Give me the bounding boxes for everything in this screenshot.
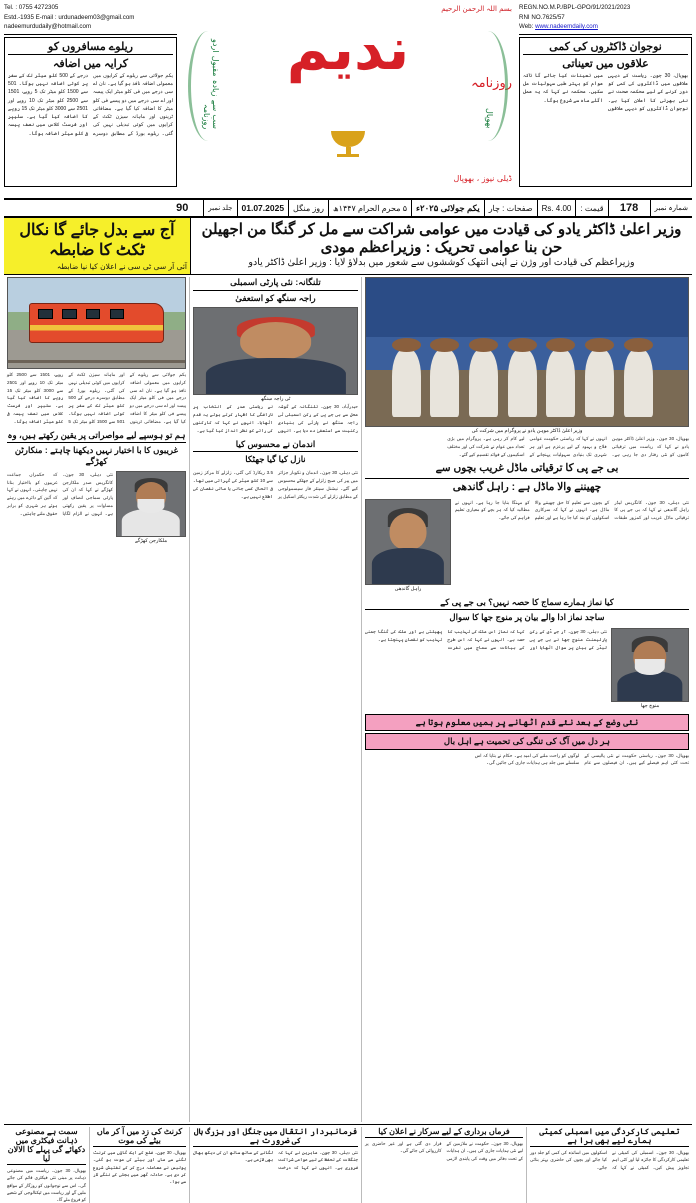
contact-block bbox=[4, 3, 177, 35]
website-line bbox=[519, 22, 692, 32]
issue-number: 178 bbox=[608, 200, 650, 216]
pages-label: صفحات : چار bbox=[484, 200, 537, 216]
issue-info-strip bbox=[4, 199, 692, 218]
regn-number: REGN.NO.M.P./BPL-GPO/91/2021/2023 bbox=[519, 4, 631, 11]
logo-title: ندیم bbox=[286, 15, 410, 83]
hope-title: ہم تو ہوسپے لیے مواصراتی پر یقین رکھتے ہیں، وہ bbox=[7, 430, 186, 444]
article-rahul bbox=[365, 462, 689, 592]
namaz-title: کیا نماز ہمارے سماج کا حصہ نہیں؟ بی جے پی کے bbox=[365, 597, 689, 611]
lead-story-body: یکم جولائی سے ریلوے کے کرایوں میں معمولی اضافہ نافذ ہو گیا ہے۔ نان اے سی درجے میں فی کلو میٹر ایک پیسہ اور اے سی درجے میں دو پیسے فی کلو میٹر کا اضافہ کیا گیا ہے۔ مضافاتی ٹرینوں اور ماہانہ سیزن ٹکٹ کے کرایوں میں کوئی تبدیلی نہیں کی گئی۔ ریلوے بورڈ کے مطابق دوسرے درجے کے 500 کلو میٹر تک کے سفر پر کوئی اضافہ نہیں ہوگا۔ 501 سے 1500 کلو میٹر تک 5 روپے، 1501 سے 2500 کلو میٹر تک 10 روپے اور 2501 سے 3000 کلو میٹر تک 15 روپے کا اضافہ کیا گیا ہے۔ سلیپر اور فرسٹ کلاس میں نصف پیسہ فی کلو میٹر اضافہ ہوگا۔ bbox=[8, 72, 173, 137]
website-link[interactable]: www.nadeemdaily.com bbox=[535, 23, 598, 31]
telangana-body: حیدرآباد، 30 جون۔ تلنگانہ کے گوشہ محل سے بی جے پی کے رکن اسمبلی ٹی راجہ سنگھ نے پارٹی کی بنیادی رکنیت سے استعفیٰ دے دیا ہے۔ انہوں نے ریاستی صدر کے انتخاب پر ناراضگی کا اظہار کرتے ہوئے یہ قدم اٹھایا۔ انہوں نے کہا کہ کارکنوں کی رائے کو نظر انداز کیا گیا ہے۔ bbox=[193, 404, 358, 433]
hope-photo bbox=[116, 471, 186, 537]
masthead bbox=[4, 3, 692, 199]
telangana-title: تلنگانہ: نئی پارٹی اسمبلی bbox=[193, 277, 358, 291]
article-namaz bbox=[365, 597, 689, 710]
hope-body: نئی دہلی، 30 جون۔ کانگریس صدر ملکارجن کھڑگے نے کہا کہ ان کی پارٹی سماجی انصاف اور مساوات پر یقین رکھتی ہے۔ انہوں نے الزام لگایا کہ حکمراں جماعت غریبوں کو بااختیار بنانا نہیں چاہتی۔ انہوں نے کہا کہ آئین کے دائرے میں رہتے ہوئے ہر شہری کو برابر حقوق ملنے چاہئیں۔ bbox=[7, 471, 113, 516]
newspaper-logo bbox=[184, 5, 512, 183]
masthead-center bbox=[180, 3, 516, 183]
namaz-photo bbox=[611, 628, 689, 702]
rahul-title-2: چھیننے والا ماڈل ہے : راہل گاندھی bbox=[452, 480, 602, 493]
weekday: روز منگل bbox=[288, 200, 328, 216]
lead-story-box bbox=[4, 37, 177, 187]
telangana-photo bbox=[193, 307, 358, 395]
rahul-photo bbox=[365, 499, 451, 585]
logo-side-left: سب سے زیادہ مقبول اردو روزنامہ bbox=[202, 39, 220, 129]
main-headline: وزیر اعلیٰ ڈاکٹر یادو کی قیادت میں عوامی شراکت سے مل کر گنگا من اجھیلن حن بنا عوامی تحریک : وزیراعظم مودی bbox=[201, 221, 682, 256]
masthead-right bbox=[516, 3, 692, 187]
article-telangana bbox=[193, 277, 358, 435]
pink-body: بھوپال، 30 جون۔ ریاستی حکومت نے نئی پالیسی کے تحت کئی اہم فیصلے کیے ہیں۔ ان فیصلوں سے عام لوگوں کو راحت ملنے کی امید ہے۔ حکام نے بتایا کہ اس سلسلے میں جلد ہی ہدایات جاری کی جائیں گی۔ bbox=[474, 752, 689, 766]
bottom-4-title: کرنٹ کی زد میں آ کر ماں بیٹے کی موت bbox=[93, 1127, 186, 1147]
contact-tel: Tel. : 0755 4272305 bbox=[4, 4, 59, 11]
train-photo bbox=[7, 277, 186, 369]
logo-subtitle: روزنامہ bbox=[471, 75, 512, 91]
bottom-article-1 bbox=[527, 1127, 692, 1203]
bottom-3-body: نئی دہلی، 30 جون۔ ماہرین نے کہا کہ جنگلات کے تحفظ کے لیے عوامی شراکت ضروری ہے۔ انہوں نے کہا کہ درخت لگانے کے ساتھ ساتھ ان کی دیکھ بھال بھی لازمی ہے۔ bbox=[193, 1150, 358, 1170]
web-label: Web: bbox=[519, 23, 534, 31]
islamic-date: ۵ محرم الحرام ۱۴۴۷ھ bbox=[328, 200, 411, 216]
registration-block bbox=[519, 3, 692, 35]
trophy-cup-icon bbox=[327, 131, 369, 161]
namaz-title-2: ساجد نماز ادا والے بیان پر منوج جھا کا سوال bbox=[449, 612, 605, 623]
masthead-left bbox=[4, 3, 180, 187]
article-ticket-rule bbox=[7, 277, 186, 426]
namaz-body: نئی دہلی، 30 جون۔ آر جے ڈی کے رکن پارلیمنٹ منوج جھا نے بی جے پی لیڈر کے بیان پر سوال اٹھایا اور کہا کہ نماز اس ملک کی تہذیب کا حصہ ہے۔ انہوں نے کہا کہ اس طرح کے بیانات سے سماج میں نفرت پھیلتی ہے اور ملک کی گنگا جمنی تہذیب کو نقصان پہنچتا ہے۔ bbox=[365, 629, 607, 650]
yellow-headline: آج سے بدل جائے گا نکال ٹکٹ کا ضابطہ bbox=[19, 222, 175, 259]
bottom-article-row bbox=[4, 1124, 692, 1203]
yellow-subheadline: آئی آر سی ٹی سی نے اعلان کیا نیا ضابطہ bbox=[56, 262, 187, 271]
andaman-title-2: نازل کیا گیا جھٹکا bbox=[245, 454, 306, 465]
bottom-article-2 bbox=[362, 1127, 527, 1203]
volume-label: جلد نمبر bbox=[203, 200, 236, 216]
andaman-body: نئی دہلی، 30 جون۔ اندمان و نکوبار جزائر میں پیر کی صبح زلزلے کے جھٹکے محسوس کیے گئے۔ نیشنل سینٹر فار سیسمولوجی کے مطابق زلزلے کی شدت ریکٹر اسکیل پر 3.5 ریکارڈ کی گئی۔ زلزلے کا مرکز زمین سے 10 کلو میٹر کی گہرائی میں تھا۔ فی الحال کسی جانی یا مالی نقصان کی اطلاع نہیں ہے۔ bbox=[193, 470, 358, 499]
bottom-article-4 bbox=[90, 1127, 190, 1203]
logo-footer-text: ڈیلی نیوز ، بھوپال bbox=[453, 174, 512, 183]
bottom-2-body: بھوپال، 30 جون۔ حکومت نے ملازمین کے لیے نئی ہدایات جاری کی ہیں۔ ان ہدایات کے تحت دفاتر میں وقت کی پابندی لازمی قرار دی گئی ہے اور غیر حاضری پر کارروائی کی جائے گی۔ bbox=[365, 1141, 523, 1161]
headline-bar bbox=[4, 218, 692, 275]
rahul-title: بی جے پی کا ترقیاتی ماڈل غریب بچوں سے bbox=[365, 462, 689, 478]
contact-estd-email: Estd.-1935 E-mail : urdunadeem03@gmail.com bbox=[4, 13, 135, 21]
yellow-headline-block bbox=[4, 218, 190, 274]
urdu-date: یکم جولائی ۲۰۲۵ء bbox=[411, 200, 484, 216]
hope-title-2: غریبوں کا با اختیار نہیں دیکھنا چاہتے : منکارٹن کھڑگے bbox=[14, 445, 179, 467]
bottom-article-5 bbox=[4, 1127, 90, 1203]
article-stage-report bbox=[365, 277, 689, 458]
rni-number: RNI NO.7625/57 bbox=[519, 13, 565, 21]
bottom-1-body: بھوپال، 30 جون۔ اسمبلی کی کمیٹی نے تعلیمی کارکردگی کا جائزہ لیا اور کئی اہم تجاویز پیش کیں۔ کمیٹی نے کہا کہ اسکولوں میں اساتذہ کی کمی کو جلد دور کیا جائے اور بچوں کی حاضری بہتر بنائی جائے۔ bbox=[530, 1150, 689, 1170]
price-label: قیمت : bbox=[575, 200, 607, 216]
rahul-photo-caption: راہل گاندھی bbox=[394, 585, 422, 592]
article-pink bbox=[365, 714, 689, 767]
bottom-2-title: فرماں برداری کے لیے سرکار نے اعلان کیا bbox=[365, 1127, 523, 1138]
contact-email2: nadeemurdudaily@hotmail.com bbox=[4, 23, 92, 31]
price-value: Rs. 4.00 bbox=[537, 200, 576, 216]
article-hope bbox=[7, 430, 186, 545]
hope-photo-caption: ملکارجن کھڑگے bbox=[134, 537, 168, 544]
right-top-article-body: بھوپال، 30 جون۔ ریاست کے دیہی علاقوں میں ڈاکٹروں کی کمی کو دور کرنے کے لیے محکمہ صحت نے نئی بھرتی کا اعلان کیا ہے۔ نوجوان ڈاکٹروں کو دیہی علاقوں میں تعینات کیا جائے گا تاکہ عوام کو بہتر طبی سہولیات مل سکیں۔ محکمہ نے کہا کہ یہ عمل اگلے ماہ سے شروع ہوگا۔ bbox=[523, 72, 688, 112]
column-left bbox=[4, 277, 190, 1122]
column-center bbox=[362, 277, 692, 1122]
issue-number-label: شمارہ نمبر bbox=[650, 200, 692, 216]
andaman-title: اندمان نے محسوس کیا bbox=[193, 439, 358, 453]
gregorian-date: 01.07.2025 bbox=[237, 200, 289, 216]
bottom-4-body: بھوپال، 30 جون۔ ضلع کے ایک گاؤں میں کرنٹ لگنے سے ماں اور بیٹے کی موت ہو گئی۔ پولیس نے معاملہ درج کر کے تفتیش شروع کر دی ہے۔ حادثہ گھر میں بجلی کے ننگے تار سے ہوا۔ bbox=[93, 1150, 186, 1185]
lead-story-title-2: کرایہ میں اضافہ bbox=[52, 57, 129, 70]
telangana-title-2: راجہ سنگھ کو استعفیٰ bbox=[235, 292, 316, 303]
bottom-1-title: تعلیمی کارکردگی میں اسمبلی کمیٹی ہمارے لیے بھی برا ہے bbox=[530, 1127, 689, 1147]
bottom-5-title: سمت ہے مصنوعی ذہانت فیکٹری میں دکھائے گی پہلے کا الالان لیا bbox=[7, 1127, 86, 1163]
bottom-5-body: بھوپال، 30 جون۔ ریاست میں مصنوعی ذہانت پر مبنی نئی فیکٹری قائم کی جائے گی۔ اس سے نوجوانوں کو روزگار کے مواقع ملیں گے اور ریاست میں ٹیکنالوجی کے شعبے کو فروغ ملے گا۔ bbox=[7, 1168, 86, 1203]
right-top-article bbox=[519, 37, 692, 187]
stage-photo bbox=[365, 277, 689, 427]
column-middle bbox=[190, 277, 362, 1122]
bismillah-text: بسم اللہ الرحمن الرحیم bbox=[441, 5, 512, 13]
logo-side-right: بھوپال bbox=[485, 108, 494, 129]
namaz-photo-caption: منوج جھا bbox=[640, 703, 660, 710]
stage-photo-caption: وزیر اعلیٰ ڈاکٹر موہن یادو نے پروگرام میں شرکت کی bbox=[471, 428, 583, 434]
lead-story-title: ریلوے مسافروں کو bbox=[8, 40, 173, 55]
volume-number: 90 bbox=[161, 200, 203, 216]
bottom-article-3 bbox=[190, 1127, 362, 1203]
main-subheadline: وزیراعظم کی قیادت اور وژن نے اپنی انتھک کوششوں سے شعور میں بدلاؤ لایا : وزیر اعلیٰ ڈاکٹر یادو bbox=[248, 257, 635, 268]
content-grid bbox=[4, 277, 692, 1122]
ticket-rule-body: یکم جولائی سے ریلوے کے کرایوں میں معمولی اضافہ نافذ ہو گیا ہے۔ نان اے سی درجے میں فی کلو میٹر ایک پیسہ اور اے سی درجے میں دو پیسے فی کلو میٹر کا اضافہ کیا گیا ہے۔ مضافاتی ٹرینوں اور ماہانہ سیزن ٹکٹ کے کرایوں میں کوئی تبدیلی نہیں کی گئی۔ ریلوے بورڈ کے مطابق دوسرے درجے کے 500 کلو میٹر تک کے سفر پر کوئی اضافہ نہیں ہوگا۔ 501 سے 1500 کلو میٹر تک 5 روپے، 1501 سے 2500 کلو میٹر تک 10 روپے اور 2501 سے 3000 کلو میٹر تک 15 روپے کا اضافہ کیا گیا ہے۔ سلیپر اور فرسٹ کلاس میں نصف پیسہ فی کلو میٹر اضافہ ہوگا۔ bbox=[7, 372, 186, 424]
bottom-3-title: فرمانبردار انتقال میں جنگل اور بزرگ بال کی ضرورت ہے bbox=[193, 1127, 358, 1145]
pink-title-2: ہر دل میں آگ کی تنگی کی تحمیت ہے اہل بال bbox=[365, 733, 689, 750]
telangana-photo-caption: ٹی راجہ سنگھ bbox=[260, 396, 291, 403]
pink-title: نئی وضع کے بعد نئے قدم اٹھانے پر ہمیں معلوم ہوتا ہے bbox=[365, 714, 689, 731]
right-top-article-title: نوجوان ڈاکٹروں کی کمی bbox=[523, 40, 688, 55]
stage-report-body: بھوپال، 30 جون۔ وزیر اعلیٰ ڈاکٹر موہن یادو نے کہا کہ ریاست میں ترقیاتی کاموں کو نئی رفتار دی جا رہی ہے۔ انہوں نے کہا کہ ریاستی حکومت عوامی فلاح و بہبود کے لیے پرعزم ہے اور ہر شہری تک بنیادی سہولیات پہنچانے کے لیے کام کر رہی ہے۔ پروگرام میں بڑی تعداد میں عوام نے شرکت کی اور مختلف اسکیموں کے فوائد تقسیم کیے گئے۔ bbox=[447, 436, 689, 457]
right-top-article-title-2: علاقوں میں تعیناتی bbox=[562, 57, 649, 70]
main-headline-block bbox=[190, 218, 692, 274]
rahul-body: نئی دہلی، 30 جون۔ کانگریس لیڈر راہل گاندھی نے کہا کہ بی جے پی کا ترقیاتی ماڈل غریب اور کمزور طبقات کے بچوں سے تعلیم کا حق چھیننے والا ماڈل ہے۔ انہوں نے کہا کہ سرکاری اسکولوں کو بند کیا جا رہا ہے اور تعلیم کو مہنگا بنایا جا رہا ہے۔ انہوں نے مطالبہ کیا کہ ہر بچے کو معیاری تعلیم فراہم کی جائے۔ bbox=[455, 499, 689, 521]
article-andaman bbox=[193, 439, 358, 501]
